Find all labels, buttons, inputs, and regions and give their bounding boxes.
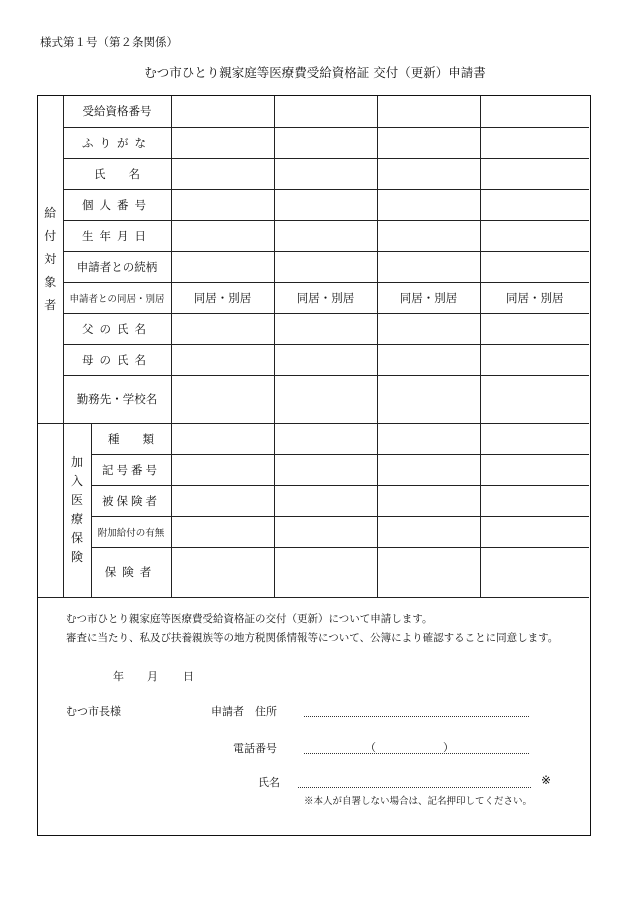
row-label-mother-name: 母の氏名 [63, 344, 171, 375]
row-label-ins-insurer: 保険者 [91, 547, 171, 597]
ins-type-cell-2[interactable] [274, 423, 377, 454]
phone-paren-open: （ [365, 741, 376, 754]
form-title: むつ市ひとり親家庭等医療費受給資格証 交付（更新）申請書 [144, 65, 486, 80]
ins-benefit-cell-1[interactable] [171, 516, 274, 547]
personal-number-cell-3[interactable] [377, 189, 480, 220]
relation-cell-4[interactable] [480, 251, 589, 282]
row-label-workplace-school: 勤務先・学校名 [63, 375, 171, 423]
birthdate-cell-2[interactable] [274, 220, 377, 251]
cohabitation-option-4[interactable]: 同居・別居 [480, 282, 589, 313]
personal-number-cell-1[interactable] [171, 189, 274, 220]
ins-symbol-cell-2[interactable] [274, 454, 377, 485]
cert-number-cell-1[interactable] [171, 96, 274, 127]
ins-type-cell-1[interactable] [171, 423, 274, 454]
workplace-cell-4[interactable] [480, 375, 589, 423]
name-cell-1[interactable] [171, 158, 274, 189]
relation-cell-1[interactable] [171, 251, 274, 282]
insurance-left-spacer [38, 423, 63, 597]
row-label-father-name: 父の氏名 [63, 313, 171, 344]
phone-field[interactable] [304, 753, 529, 754]
date-day: 日 [183, 670, 194, 683]
ins-type-cell-4[interactable] [480, 423, 589, 454]
ins-symbol-cell-3[interactable] [377, 454, 480, 485]
mother-name-cell-3[interactable] [377, 344, 480, 375]
mother-name-cell-4[interactable] [480, 344, 589, 375]
ins-insured-cell-1[interactable] [171, 485, 274, 516]
ins-symbol-cell-4[interactable] [480, 454, 589, 485]
cohabitation-option-2[interactable]: 同居・別居 [274, 282, 377, 313]
name-cell-4[interactable] [480, 158, 589, 189]
furigana-cell-1[interactable] [171, 127, 274, 158]
father-name-cell-1[interactable] [171, 313, 274, 344]
ins-insured-cell-3[interactable] [377, 485, 480, 516]
row-label-furigana: ふりがな [63, 127, 171, 158]
birthdate-cell-1[interactable] [171, 220, 274, 251]
row-label-cert-number: 受給資格番号 [63, 96, 171, 127]
application-form [37, 95, 591, 836]
phone-paren-close: ） [443, 741, 454, 754]
row-label-personal-number: 個人番号 [63, 189, 171, 220]
ins-insurer-cell-2[interactable] [274, 547, 377, 597]
personal-number-cell-4[interactable] [480, 189, 589, 220]
ins-insurer-cell-4[interactable] [480, 547, 589, 597]
row-label-ins-type: 種 類 [91, 423, 171, 454]
ins-benefit-cell-4[interactable] [480, 516, 589, 547]
ins-benefit-cell-3[interactable] [377, 516, 480, 547]
cert-number-cell-3[interactable] [377, 96, 480, 127]
declaration-line-1: むつ市ひとり親家庭等医療費受給資格証の交付（更新）について申請します。 [66, 613, 433, 625]
mother-name-cell-1[interactable] [171, 344, 274, 375]
name-label: 氏名 [258, 776, 280, 789]
ins-insurer-cell-3[interactable] [377, 547, 480, 597]
cert-number-cell-2[interactable] [274, 96, 377, 127]
cohabitation-option-3[interactable]: 同居・別居 [377, 282, 480, 313]
name-cell-2[interactable] [274, 158, 377, 189]
name-cell-3[interactable] [377, 158, 480, 189]
addressee: むつ市長様 [66, 705, 121, 718]
cohabitation-option-1[interactable]: 同居・別居 [171, 282, 274, 313]
workplace-cell-1[interactable] [171, 375, 274, 423]
date-year: 年 [113, 670, 124, 683]
furigana-cell-3[interactable] [377, 127, 480, 158]
row-label-ins-symbol-number: 記号番号 [91, 454, 171, 485]
birthdate-cell-4[interactable] [480, 220, 589, 251]
applicant-address-label: 申請者 住所 [211, 705, 277, 718]
ins-type-cell-3[interactable] [377, 423, 480, 454]
furigana-cell-2[interactable] [274, 127, 377, 158]
form-number: 様式第１号（第２条関係） [40, 35, 178, 49]
row-label-ins-insured: 被保険者 [91, 485, 171, 516]
father-name-cell-3[interactable] [377, 313, 480, 344]
row-label-birthdate: 生年月日 [63, 220, 171, 251]
father-name-cell-2[interactable] [274, 313, 377, 344]
ins-insured-cell-4[interactable] [480, 485, 589, 516]
ins-insurer-cell-1[interactable] [171, 547, 274, 597]
applicant-name-field[interactable] [298, 787, 531, 788]
father-name-cell-4[interactable] [480, 313, 589, 344]
personal-number-cell-2[interactable] [274, 189, 377, 220]
furigana-cell-4[interactable] [480, 127, 589, 158]
mother-name-cell-2[interactable] [274, 344, 377, 375]
ins-symbol-cell-1[interactable] [171, 454, 274, 485]
row-label-ins-additional-benefit: 附加給付の有無 [91, 516, 171, 547]
row-label-name: 氏 名 [63, 158, 171, 189]
address-field[interactable] [304, 716, 529, 717]
declaration-line-2: 審査に当たり、私及び扶養親族等の地方税関係情報等について、公簿により確認することに同意します。 [66, 632, 559, 644]
row-label-relation: 申請者との続柄 [63, 251, 171, 282]
cert-number-cell-4[interactable] [480, 96, 589, 127]
declaration [66, 610, 558, 648]
beneficiary-table [38, 96, 589, 598]
workplace-cell-2[interactable] [274, 375, 377, 423]
insurance-section-label: 加 入 医 療 保 険 [63, 423, 91, 597]
workplace-cell-3[interactable] [377, 375, 480, 423]
relation-cell-2[interactable] [274, 251, 377, 282]
ins-insured-cell-2[interactable] [274, 485, 377, 516]
ins-benefit-cell-2[interactable] [274, 516, 377, 547]
row-label-cohabitation: 申請者との同居・別居 [63, 282, 171, 313]
phone-label: 電話番号 [233, 742, 277, 755]
seal-mark: ※ [541, 773, 552, 787]
signature-note: ※本人が自署しない場合は、記名押印してください。 [304, 796, 533, 807]
date-month: 月 [147, 670, 158, 683]
birthdate-cell-3[interactable] [377, 220, 480, 251]
relation-cell-3[interactable] [377, 251, 480, 282]
beneficiary-section-label: 給 付 対 象 者 [38, 96, 63, 423]
